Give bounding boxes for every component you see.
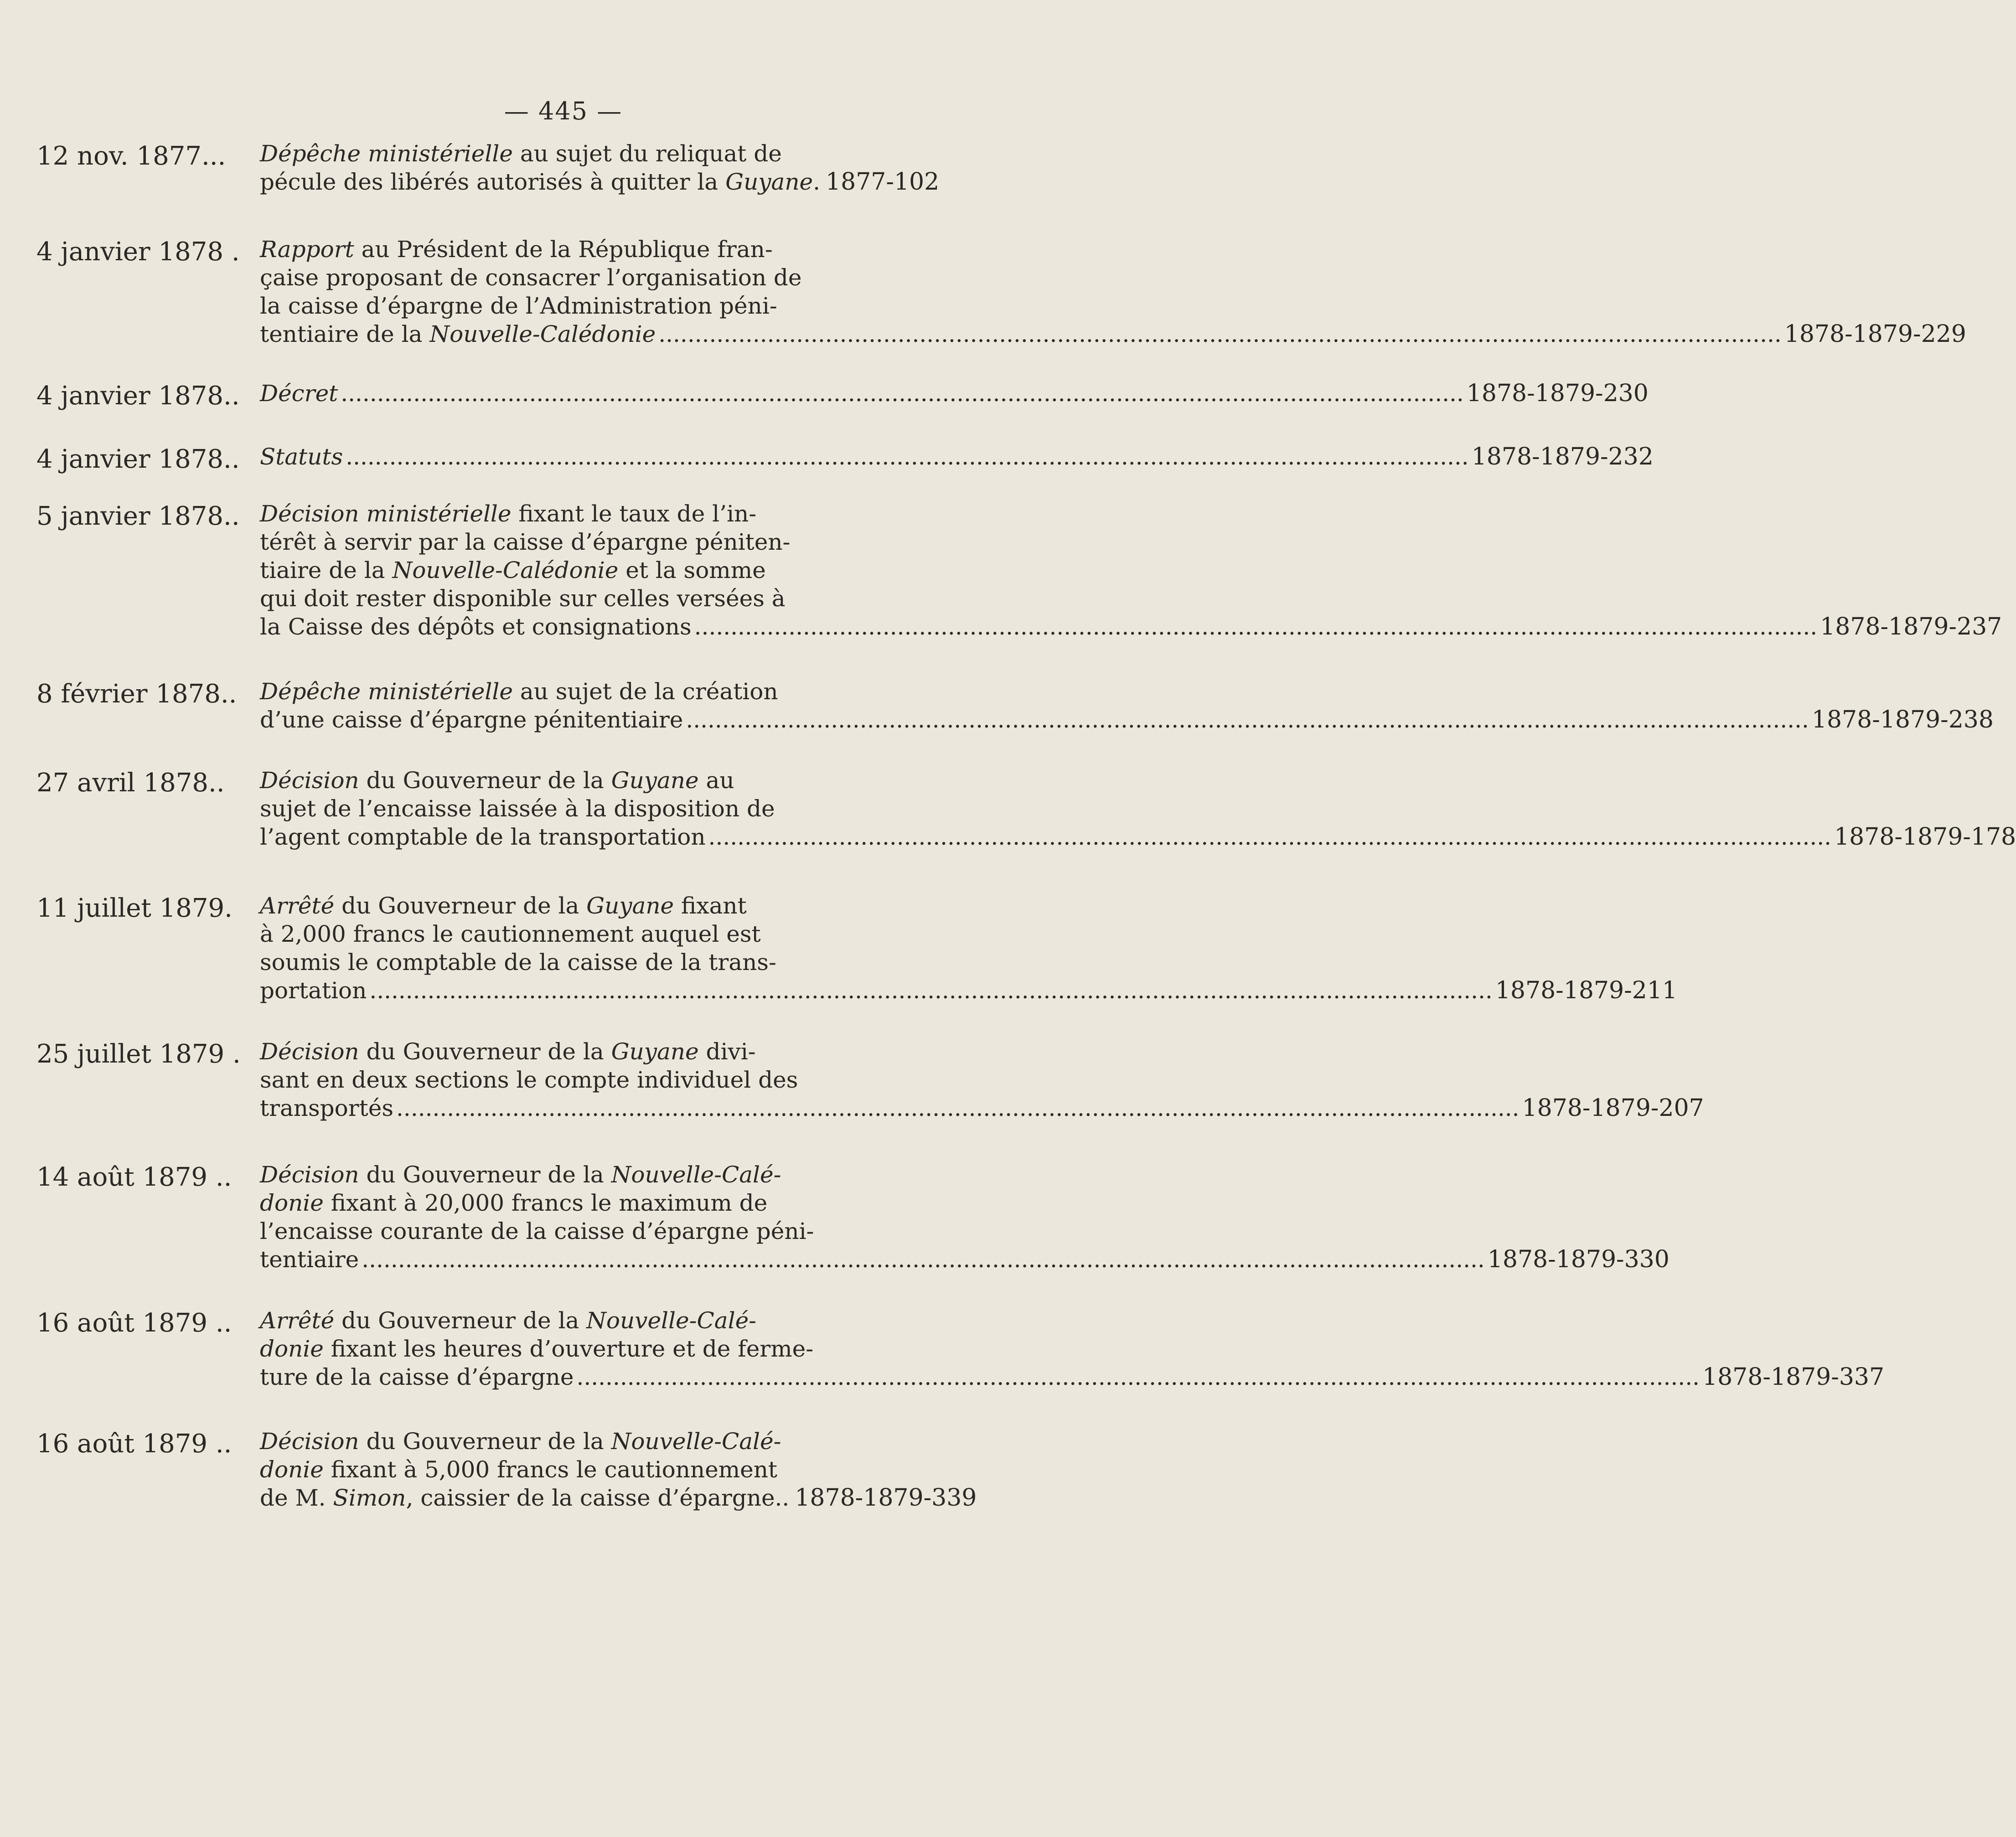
description-line: Dépêche ministérielle au sujet du reliquat de — [260, 140, 782, 167]
volume-page-reference: 1878-1879-178 — [1834, 823, 2016, 851]
description-text: transportés — [260, 1095, 394, 1121]
volume-page-reference: 1878-1879-339 — [795, 1484, 977, 1512]
entry-description — [260, 443, 1654, 471]
leader-dots — [396, 1094, 1520, 1122]
volume-page-reference: 1878-1879-229 — [1784, 320, 1966, 348]
entry-description — [260, 379, 1649, 408]
description-text: Décret — [260, 380, 338, 407]
description-last-line — [260, 1484, 977, 1512]
description-text: ture de la caisse d’épargne — [260, 1364, 574, 1390]
description-line: térêt à servir par la caisse d’épargne péniten- — [260, 529, 791, 555]
entry-date: 12 nov. 1877... — [36, 141, 226, 171]
description-line: Décision ministérielle fixant le taux de l’in- — [260, 501, 757, 527]
description-last-line — [260, 706, 1994, 734]
volume-page-reference: 1877-102 — [826, 168, 940, 196]
description-text: de M. Simon, caissier de la caisse d’épargne.. — [260, 1485, 790, 1511]
entry-date: 8 février 1878.. — [36, 679, 237, 709]
volume-page-reference: 1878-1879-337 — [1702, 1363, 1885, 1391]
description-line: donie fixant les heures d’ouverture et de ferme- — [260, 1336, 814, 1362]
volume-page-reference: 1878-1879-230 — [1466, 380, 1649, 407]
description-last-line — [260, 443, 1654, 471]
entry-date: 14 août 1879 .. — [36, 1162, 232, 1192]
description-last-line — [260, 976, 1677, 1005]
description-text: Statuts — [260, 444, 343, 470]
description-last-line — [260, 320, 1966, 348]
entry-date: 4 janvier 1878 . — [36, 237, 240, 267]
volume-page-reference: 1878-1879-238 — [1811, 706, 1994, 733]
entry-date: 4 janvier 1878.. — [36, 381, 240, 411]
entry-description — [260, 235, 1966, 348]
entry-description — [260, 1161, 1670, 1274]
leader-dots — [658, 320, 1782, 348]
entry-description — [260, 1427, 977, 1512]
volume-page-reference: 1878-1879-211 — [1495, 977, 1677, 1004]
description-text: d’une caisse d’épargne pénitentiaire — [260, 707, 683, 733]
description-line: à 2,000 francs le cautionnement auquel est — [260, 921, 761, 947]
entry-date: 27 avril 1878.. — [36, 768, 225, 798]
description-line: Décision du Gouverneur de la Guyane divi- — [260, 1038, 756, 1065]
description-line: la caisse d’épargne de l’Administration péni- — [260, 293, 777, 319]
description-line: Dépêche ministérielle au sujet de la création — [260, 678, 778, 705]
description-text: pécule des libérés autorisés à quitter la Guyane. — [260, 169, 821, 195]
entry-date: 16 août 1879 .. — [36, 1429, 232, 1459]
description-line: çaise proposant de consacrer l’organisation de — [260, 264, 802, 291]
description-line: donie fixant à 20,000 francs le maximum de — [260, 1190, 768, 1216]
leader-dots — [686, 706, 1809, 734]
description-last-line — [260, 168, 940, 196]
description-last-line — [260, 1245, 1670, 1274]
description-line: Décision du Gouverneur de la Nouvelle-Calé- — [260, 1161, 781, 1188]
leader-dots — [694, 613, 1818, 641]
entry-date: 11 juillet 1879. — [36, 893, 233, 923]
description-line: qui doit rester disponible sur celles versées à — [260, 585, 786, 612]
volume-page-reference: 1878-1879-237 — [1820, 613, 2002, 640]
entry-description — [260, 139, 940, 196]
leader-dots — [346, 443, 1469, 471]
description-text: portation — [260, 977, 367, 1004]
description-line: Décision du Gouverneur de la Guyane au — [260, 767, 734, 794]
entry-description — [260, 766, 2016, 851]
entry-description — [260, 1306, 1885, 1391]
entry-description — [260, 500, 2002, 641]
description-line: Arrêté du Gouverneur de la Guyane fixant — [260, 893, 747, 919]
volume-page-reference: 1878-1879-207 — [1522, 1094, 1704, 1122]
page-number: — 445 — — [504, 97, 623, 125]
description-text: tentiaire — [260, 1246, 359, 1273]
description-line: l’encaisse courante de la caisse d’épargne péni- — [260, 1218, 814, 1244]
entry-date: 4 janvier 1878.. — [36, 444, 240, 474]
entry-date: 16 août 1879 .. — [36, 1308, 232, 1338]
description-last-line — [260, 379, 1649, 408]
entry-description — [260, 892, 1677, 1005]
leader-dots — [576, 1363, 1700, 1391]
description-text: la Caisse des dépôts et consignations — [260, 614, 692, 640]
description-last-line — [260, 613, 2002, 641]
leader-dots — [708, 823, 1832, 851]
entry-date: 25 juillet 1879 . — [36, 1039, 241, 1069]
volume-page-reference: 1878-1879-330 — [1487, 1246, 1670, 1273]
leader-dots — [362, 1245, 1485, 1274]
description-line: donie fixant à 5,000 francs le cautionnement — [260, 1456, 778, 1483]
leader-dots — [369, 976, 1493, 1005]
description-line: soumis le comptable de la caisse de la trans- — [260, 949, 776, 975]
volume-page-reference: 1878-1879-232 — [1471, 443, 1654, 470]
entry-description — [260, 1037, 1704, 1122]
description-line: tiaire de la Nouvelle-Calédonie et la somme — [260, 557, 766, 583]
leader-dots — [341, 379, 1464, 408]
description-text: tentiaire de la Nouvelle-Calédonie — [260, 321, 656, 347]
description-line: sant en deux sections le compte individuel des — [260, 1067, 798, 1093]
description-line: Arrêté du Gouverneur de la Nouvelle-Calé- — [260, 1307, 757, 1334]
description-last-line — [260, 1363, 1885, 1391]
description-last-line — [260, 1094, 1704, 1122]
description-line: Décision du Gouverneur de la Nouvelle-Calé- — [260, 1428, 781, 1455]
description-last-line — [260, 823, 2016, 851]
description-line: Rapport au Président de la République fran- — [260, 236, 773, 263]
entry-description — [260, 677, 1994, 734]
entry-date: 5 janvier 1878.. — [36, 501, 240, 531]
description-line: sujet de l’encaisse laissée à la disposition de — [260, 795, 775, 822]
description-text: l’agent comptable de la transportation — [260, 824, 706, 850]
